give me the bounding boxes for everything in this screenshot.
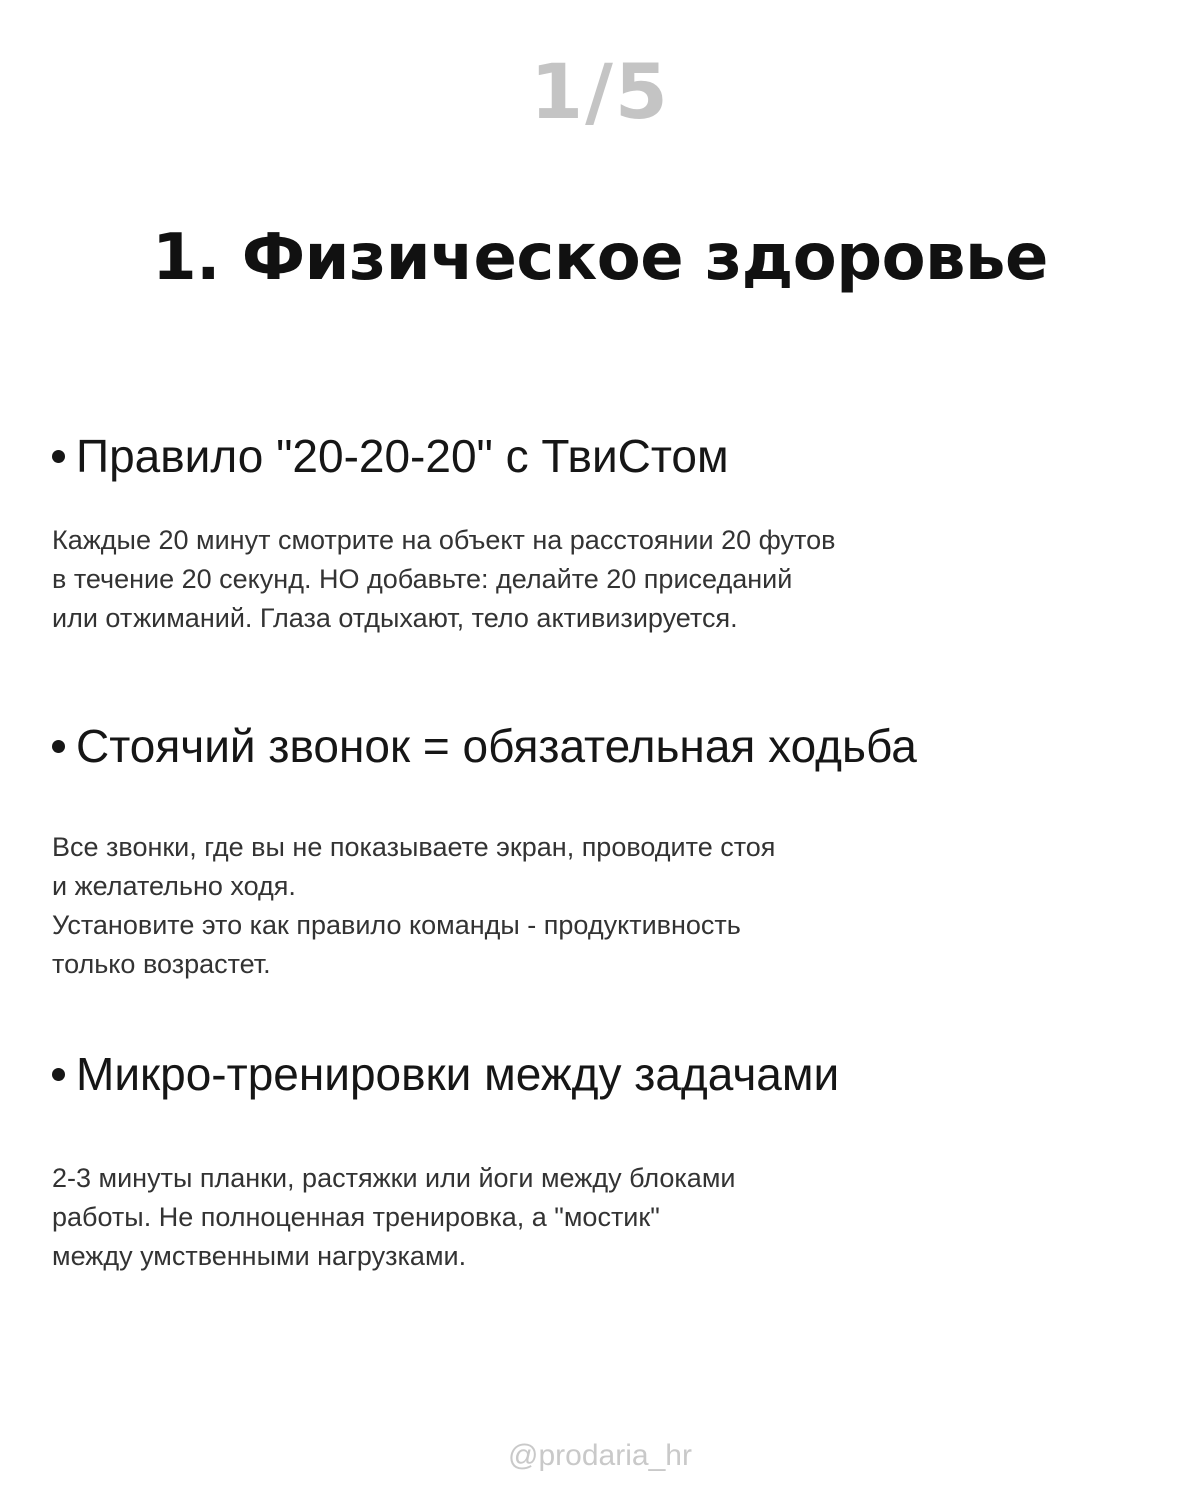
bullet-dot-icon [52, 740, 65, 753]
section-heading [52, 1046, 1152, 1102]
section-heading-text: Правило "20-20-20" с ТвиСтом [76, 430, 729, 482]
body-line: 2-3 минуты планки, растяжки или йоги между блоками [52, 1163, 736, 1193]
section-20-20-20-rule [52, 428, 1152, 638]
bullet-dot-icon [52, 1068, 65, 1081]
body-line: только возрастет. [52, 949, 271, 979]
section-standing-call [52, 718, 1152, 984]
body-line: Каждые 20 минут смотрите на объект на расстоянии 20 футов [52, 525, 836, 555]
section-heading [52, 428, 1152, 484]
section-heading-text: Микро-тренировки между задачами [76, 1048, 840, 1100]
section-body [52, 828, 1052, 984]
section-heading-text: Стоячий звонок = обязательная ходьба [76, 720, 917, 772]
body-line: между умственными нагрузками. [52, 1241, 467, 1271]
bullet-dot-icon [52, 450, 65, 463]
body-line: Установите это как правило команды - продуктивность [52, 910, 741, 940]
page-counter: 1/5 [530, 47, 670, 136]
body-line: или отжиманий. Глаза отдыхают, тело активизируется. [52, 603, 738, 633]
body-line: работы. Не полноценная тренировка, а "мостик" [52, 1202, 660, 1232]
body-line: и желательно ходя. [52, 871, 296, 901]
section-body [52, 1159, 1052, 1276]
body-line: Все звонки, где вы не показываете экран, проводите стоя [52, 832, 776, 862]
section-micro-workouts [52, 1046, 1152, 1276]
section-heading [52, 718, 1152, 774]
section-body [52, 521, 1052, 638]
body-line: в течение 20 секунд. НО добавьте: делайте 20 приседаний [52, 564, 793, 594]
page-title: 1. Физическое здоровье [152, 221, 1048, 295]
author-handle: @prodaria_hr [508, 1439, 692, 1472]
